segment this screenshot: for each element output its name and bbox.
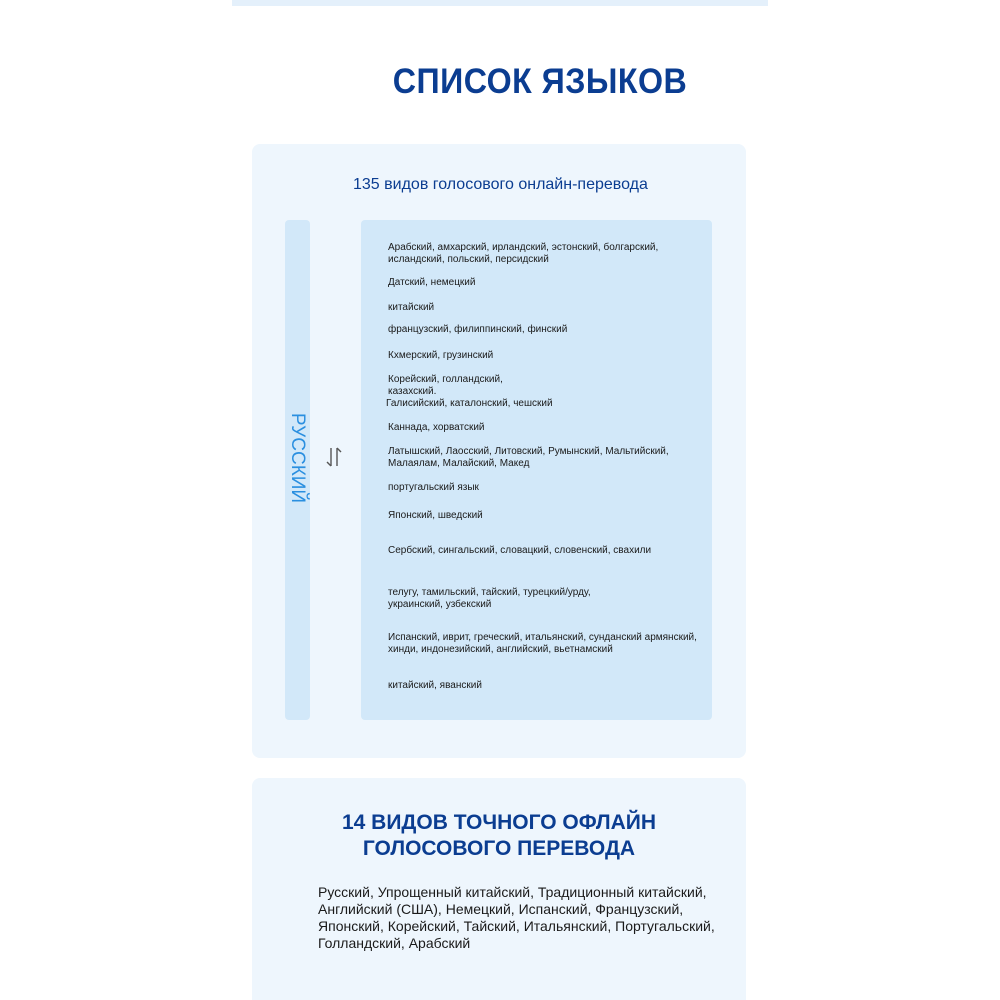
language-group: Каннада, хорватский	[388, 422, 485, 433]
language-group: Датский, немецкий	[388, 277, 476, 288]
offline-heading-line-1: 14 ВИДОВ ТОЧНОГО ОФЛАЙН	[341, 811, 657, 834]
language-group: китайский	[388, 302, 435, 313]
language-group: французский, филиппинский, финский	[388, 324, 568, 335]
offline-translation-heading	[252, 810, 746, 862]
language-group: Испанский, иврит, греческий, итальянский, сунданский армянский, хинди, индонезийский, английский, вьетнамский	[388, 632, 697, 655]
language-group: португальский язык	[388, 482, 479, 493]
language-group: Японский, шведский	[388, 510, 483, 521]
language-group: телугу, тамильский, тайский, турецкий/урду, украинский, узбекский	[388, 587, 591, 610]
online-translation-heading: 135 видов голосового онлайн-перевода	[353, 176, 648, 193]
source-language-label: РУССКИЙ	[287, 412, 308, 504]
top-divider	[232, 0, 768, 6]
language-group: Кхмерский, грузинский	[388, 350, 494, 361]
language-group: Сербский, сингальский, словацкий, словенский, свахили	[388, 545, 652, 556]
offline-languages-list: Русский, Упрощенный китайский, Традиционный китайский, Английский (США), Немецкий, Испанский, Французский, Японский, Корейский, Тайский, Итальянский, Португальский, Голландский, Арабский	[318, 884, 715, 951]
language-group: китайский, яванский	[388, 680, 482, 691]
swap-arrows-icon	[322, 446, 346, 468]
offline-heading-line-2: ГОЛОСОВОГО ПЕРЕВОДА	[362, 837, 636, 860]
page-title: СПИСОК ЯЗЫКОВ	[392, 62, 688, 101]
language-group: Корейский, голландский, казахский.	[388, 374, 503, 397]
language-group: Арабский, амхарский, ирландский, эстонский, болгарский, исландский, польский, персидский	[388, 242, 659, 265]
language-group: Галисийский, каталонский, чешский	[386, 398, 553, 409]
language-group: Латышский, Лаосский, Литовский, Румынский, Мальтийский, Малаялам, Малайский, Макед	[388, 446, 669, 469]
